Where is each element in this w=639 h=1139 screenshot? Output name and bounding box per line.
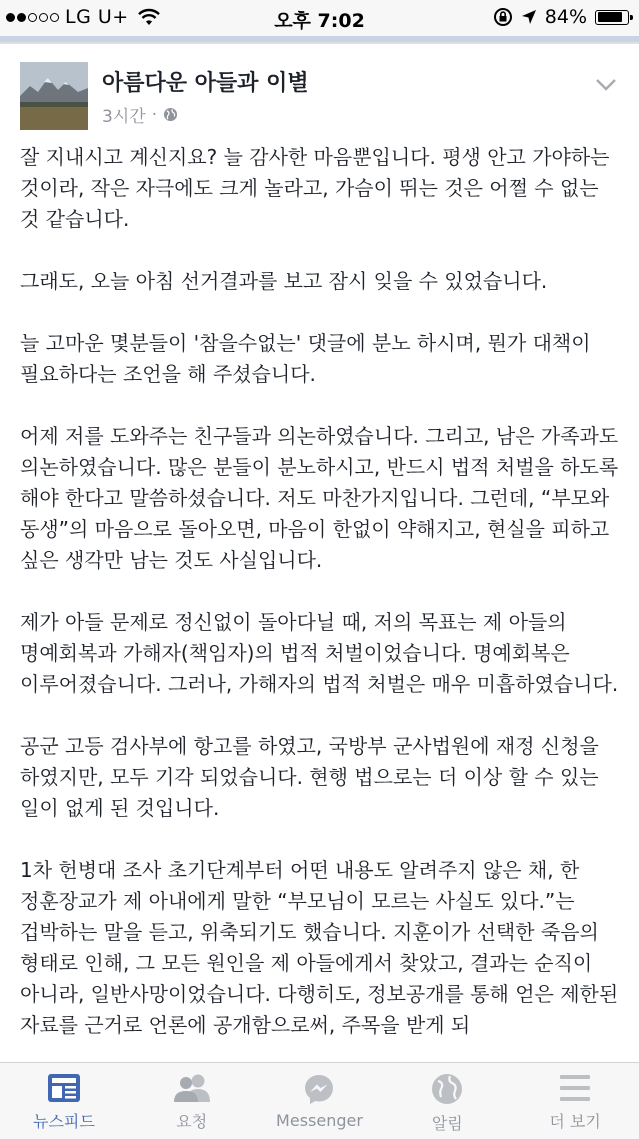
post-author-name[interactable]: 아름다운 아들과 이별 (102, 71, 309, 96)
divider (0, 42, 639, 44)
post-meta (102, 102, 178, 127)
status-bar (0, 0, 639, 36)
mountain-landscape-icon (20, 62, 88, 130)
page-avatar[interactable] (20, 62, 88, 130)
post-paragraph: 공군 고등 검사부에 항고를 하였고, 국방부 군사법원에 재정 신청을 하였지만, 모두 기각 되었습니다. 현행 법으로는 더 이상 할 수 있는 일이 없게 된 것입니다. (20, 734, 599, 820)
location-arrow-icon (521, 9, 537, 25)
messenger-icon (303, 1073, 335, 1105)
tab-label: 뉴스피드 (32, 1112, 95, 1131)
post-paragraph: 제가 아들 문제로 정신없이 돌아다닐 때, 저의 목표는 제 아들의 명예회복과 가해자(책임자)의 법적 처벌이었습니다. 명예회복은 이루어졌습니다. 그러나, 가해자의 법적 처벌은 매우 미흡하였습니다. (20, 610, 619, 696)
meta-separator: · (151, 104, 158, 125)
bottom-tab-bar (0, 1062, 639, 1139)
news-feed-icon (47, 1073, 81, 1103)
status-right (493, 6, 629, 28)
post-header (0, 50, 639, 140)
chevron-down-icon[interactable] (595, 78, 617, 92)
post-timestamp[interactable]: 3시간 (102, 107, 146, 127)
post-paragraph: 잘 지내시고 계신지요? 늘 감사한 마음뿐입니다. 평생 안고 가야하는 것이라, 작은 자극에도 크게 놀라고, 가슴이 뛰는 것은 어쩔 수 없는 것 같습니다. (20, 145, 610, 231)
notifications-globe-icon (431, 1073, 463, 1105)
battery-fill (598, 12, 622, 22)
tab-requests[interactable] (128, 1063, 256, 1139)
post-paragraph: 늘 고마운 몇분들이 '참을수없는' 댓글에 분노 하시며, 뭔가 대책이 필요하다는 조언을 해 주셨습니다. (20, 331, 591, 386)
post-paragraph: 그래도, 오늘 아침 선거결과를 보고 잠시 잊을 수 있었습니다. (20, 269, 548, 293)
post-body (20, 142, 620, 1072)
tab-news-feed[interactable] (0, 1063, 128, 1139)
tab-label: 알림 (431, 1114, 463, 1133)
menu-icon (559, 1073, 591, 1103)
tab-messenger[interactable] (256, 1063, 384, 1139)
tab-label: Messenger (276, 1111, 363, 1130)
globe-icon (163, 107, 178, 122)
post-paragraph: 어제 저를 도와주는 친구들과 의논하였습니다. 그리고, 남은 가족과도 의논하였습니다. 많은 분들이 분노하시고, 반드시 법적 처벌을 하도록 해야 한다고 말씀하셨습니다. 저도 마찬가지입니다. 그런데, “부모와 동생”의 마음으로 돌아오면, 마음이 한없이 약해지고, 현실을 피하고 싶은 생각만 남는 것도 사실입니다. (20, 424, 619, 572)
battery-icon (595, 10, 629, 25)
status-time: 오후 7:02 (274, 10, 365, 32)
tab-label: 요청 (176, 1112, 208, 1131)
tab-more[interactable] (511, 1063, 639, 1139)
rotation-lock-icon (493, 7, 513, 27)
friend-requests-icon (173, 1073, 211, 1103)
battery-percent: 84% (544, 6, 587, 28)
post-paragraph: 1차 헌병대 조사 초기단계부터 어떤 내용도 알려주지 않은 채, 한 정훈장교가 제 아내에게 말한 “부모님이 모르는 사실도 있다.”는 겁박하는 말을 듣고, 위축되기도 했습니다. 지훈이가 선택한 죽음의 형태로 인해, 그 모든 원인을 제 아들에게서 찾았고, 결과는 순직이 아니라, 일반사망이었습니다. 다행히도, 정보공개를 통해 얻은 제한된 자료를 근거로 언론에 공개함으로써, 주목을 받게 되 (20, 858, 619, 1037)
carrier-name: LG U+ (65, 6, 129, 28)
tab-label: 더 보기 (549, 1112, 601, 1131)
tab-notifications[interactable] (383, 1063, 511, 1139)
